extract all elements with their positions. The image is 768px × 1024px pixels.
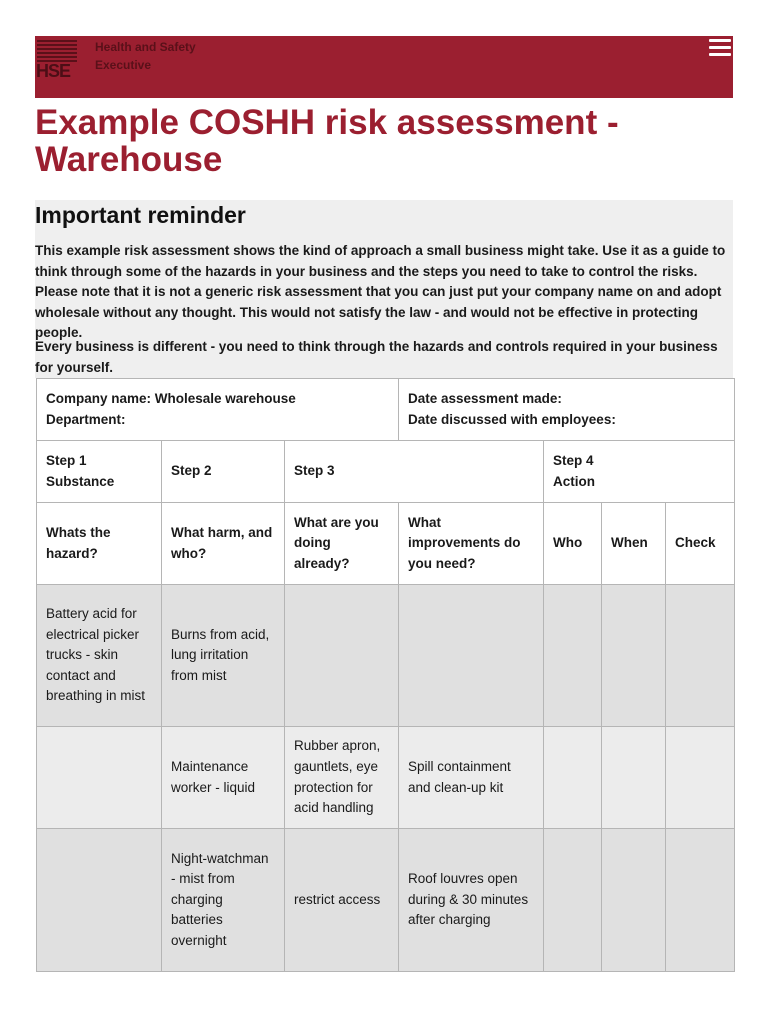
when-cell	[602, 727, 666, 829]
date-info-cell	[399, 379, 735, 441]
column-header-when: When	[602, 503, 666, 585]
column-header-who: Who	[544, 503, 602, 585]
hamburger-menu-icon[interactable]	[709, 39, 731, 57]
table-row	[37, 379, 735, 441]
who-cell	[544, 727, 602, 829]
organisation-name: Health and Safety Executive	[95, 40, 196, 72]
step1-label: Step 1	[46, 452, 87, 468]
column-header-doing: What are you doing already?	[285, 503, 399, 585]
site-header	[35, 36, 733, 98]
hazard-cell	[37, 727, 162, 829]
department-label: Department:	[46, 411, 126, 427]
step4-label: Step 4	[553, 452, 594, 468]
step4-sub-label: Action	[553, 473, 595, 489]
harm-cell: Night-watchman - mist from charging batteries overnight	[162, 829, 285, 972]
logo-mark-icon	[37, 40, 77, 62]
risk-assessment-table	[36, 378, 735, 972]
step4-cell	[544, 441, 735, 503]
date-discussed: Date discussed with employees:	[408, 411, 616, 427]
page-title: Example COSHH risk assessment - Warehouse	[35, 103, 619, 179]
date-assessment-made: Date assessment made:	[408, 390, 562, 406]
step3-label: Step 3	[285, 441, 544, 503]
who-cell	[544, 829, 602, 972]
table-row	[37, 441, 735, 503]
improvements-cell	[399, 585, 544, 727]
table-row	[37, 585, 735, 727]
reminder-heading: Important reminder	[35, 202, 246, 228]
column-header-hazard: Whats the hazard?	[37, 503, 162, 585]
check-cell	[666, 585, 735, 727]
doing-cell	[285, 585, 399, 727]
doing-cell: restrict access	[285, 829, 399, 972]
harm-cell: Maintenance worker - liquid	[162, 727, 285, 829]
column-header-harm: What harm, and who?	[162, 503, 285, 585]
table-row	[37, 829, 735, 972]
column-header-improvements: What improvements do you need?	[399, 503, 544, 585]
reminder-paragraph-1: This example risk assessment shows the kind of approach a small business might take. Use it as a guide to think through some of the hazards in your business and the steps you need to take to control the risks. Please note that it is not a generic risk assessment that you can just put your company name on and adopt wholesale without any thought. This would not satisfy the law - and would not be effective in protecting people.	[35, 243, 726, 341]
reminder-paragraph-2: Every business is different - you need to think through the hazards and controls required in your business for yourself.	[35, 339, 718, 375]
step1-sub-label: Substance	[46, 473, 115, 489]
when-cell	[602, 829, 666, 972]
step2-label: Step 2	[162, 441, 285, 503]
hazard-cell: Battery acid for electrical picker trucks - skin contact and breathing in mist	[37, 585, 162, 727]
improvements-cell: Spill containment and clean-up kit	[399, 727, 544, 829]
check-cell	[666, 727, 735, 829]
table-header-row	[37, 503, 735, 585]
step1-cell	[37, 441, 162, 503]
who-cell	[544, 585, 602, 727]
table-row	[37, 727, 735, 829]
column-header-check: Check	[666, 503, 735, 585]
company-name: Company name: Wholesale warehouse	[46, 390, 296, 406]
hazard-cell	[37, 829, 162, 972]
company-info-cell	[37, 379, 399, 441]
hse-logo[interactable]	[35, 36, 79, 82]
check-cell	[666, 829, 735, 972]
logo-text: HSE	[36, 61, 71, 81]
doing-cell: Rubber apron, gauntlets, eye protection for acid handling	[285, 727, 399, 829]
harm-cell: Burns from acid, lung irritation from mist	[162, 585, 285, 727]
when-cell	[602, 585, 666, 727]
important-reminder-panel	[35, 200, 733, 378]
improvements-cell: Roof louvres open during & 30 minutes after charging	[399, 829, 544, 972]
